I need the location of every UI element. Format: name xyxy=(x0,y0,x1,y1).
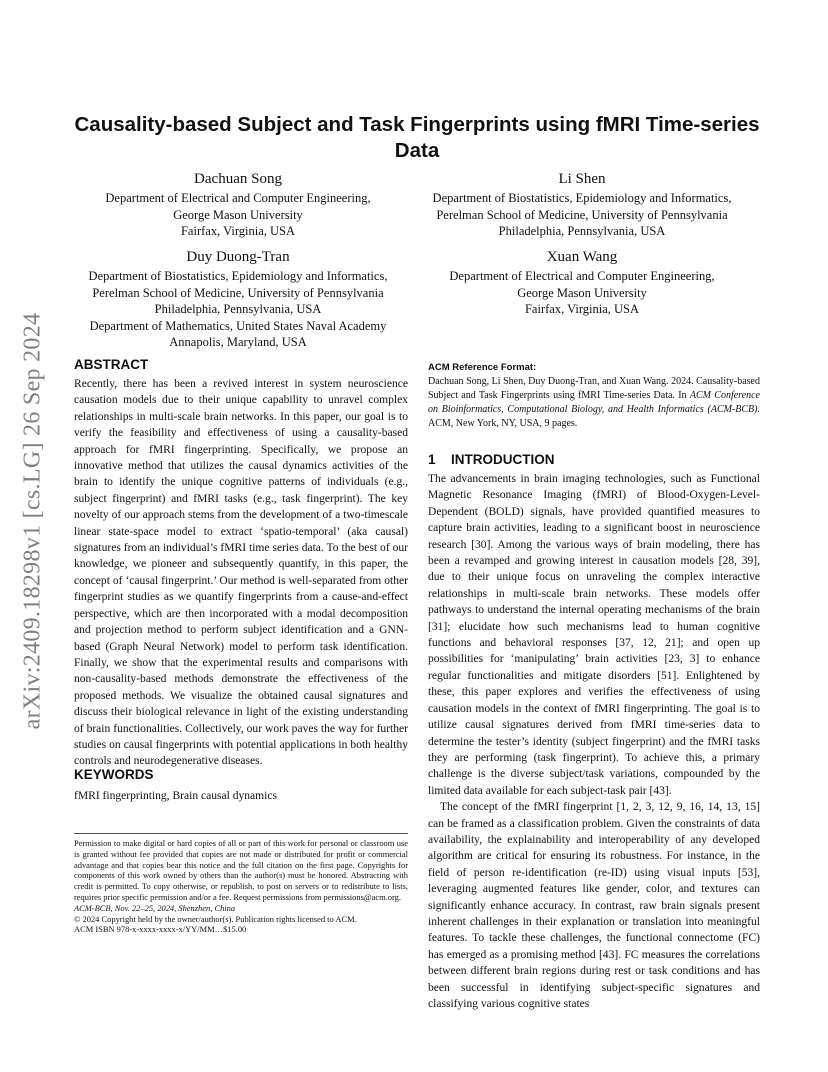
author-block xyxy=(60,248,416,351)
acm-reference-section xyxy=(428,361,760,431)
acm-reference-heading: ACM Reference Format: xyxy=(428,362,537,373)
copyright-footnote xyxy=(74,833,408,935)
permission-notice: Permission to make digital or hard copies of all or part of this work for personal or classroom use is granted without fee provided that copies are not made or distributed for profit or commercial advantage and that copies bear this notice and the full citation on the first page. Copyrights for components of this work owned by others than the author(s) must be honored. Abstracting with credit is permitted. To copy otherwise, or republish, to post on servers or to redistribute to lists, requires prior specific permission and/or a fee. Request permissions from permissions@acm.org. xyxy=(74,838,408,902)
author-affiliation: Philadelphia, Pennsylvania, USA xyxy=(154,302,322,316)
author-block xyxy=(410,170,754,240)
author-name: Duy Duong-Tran xyxy=(186,249,290,265)
author-affiliation: Fairfax, Virginia, USA xyxy=(524,302,640,316)
author-affiliation: Department of Biostatistics, Epidemiology and Informatics, xyxy=(432,191,732,205)
reference-citation: Dachuan Song, Li Shen, Duy Duong-Tran, and Xuan Wang. 2024. Causality-based Subject and Task Fingerprints using fMRI Time-series Data. In xyxy=(428,376,760,401)
author-name: Xuan Wang xyxy=(546,249,618,265)
isbn-line: ACM ISBN 978-x-xxxx-xxxx-x/YY/MM…$15.00 xyxy=(74,924,247,935)
copyright-line: © 2024 Copyright held by the owner/author(s). Publication rights licensed to ACM. xyxy=(74,913,357,924)
arxiv-sidebar xyxy=(16,286,50,756)
abstract-text: Recently, there has been a revived interest in system neuroscience causation models due to their unique capability to unravel complex relationships in multi-scale brain networks. In this paper, our goal is to verify the feasibility and effectiveness of using a causality-based approach for fMRI fingerprinting. Specifically, we propose an innovative method that utilizes the causal dynamics activities of the brain to identify the unique cognitive patterns of individuals (e.g., subject fingerprint) and fMRI tasks (e.g., task fingerprint). The key novelty of our approach stems from the development of a two-timescale linear state-space model to extract ‘spatio-temporal’ (aka causal) signatures from an individual’s fMRI time series data. To the best of our knowledge, we pioneer and subsequently quantify, in this paper, the concept of ‘causal fingerprint.’ Our method is well-separated from other fingerprint studies as we quantify fingerprints from a cause-and-effect perspective, which are then incorporated with a modal decomposition and projection method to perform subject identification and a GNN-based (Graph Neural Network) model to perform task identification. Finally, we show that the experimental results and comparisons with non-causality-based methods demonstrate the effectiveness of the proposed methods. We visualize the obtained causal signatures and discuss their biological relevance in light of the existing understanding of brain functionalities. Collectively, our work paves the way for further studies on causal fingerprints with potential applications in both healthy controls and neurodegenerative diseases. xyxy=(74,378,408,768)
author-affiliation: Fairfax, Virginia, USA xyxy=(180,224,296,238)
author-name: Li Shen xyxy=(558,171,606,187)
author-affiliation: Perelman School of Medicine, University of Pennsylvania xyxy=(436,207,728,222)
intro-paragraph: The advancements in brain imaging technologies, such as Functional Magnetic Resonance Imaging (fMRI) of Blood-Oxygen-Level-Dependent (BOLD) signals, have provided quantified measures to capture brain activities, leading to a significant boost in neuroscience research [30]. Among the various ways of brain modeling, there has been a revamped and growing interest in causation models [28, 39], due to their unique focus on unraveling the complex interactive relationships in multi-scale brain networks. These models offer pathways to understand the internal operating mechanisms of the brain [31]; elucidate how such mechanisms lead to human cognitive functions and behavioral responses [37, 12, 21]; and open up possibilities for ‘manipulating’ brain activities [23, 3] to enhance regular functionalities and mitigate disorders [51]. Enlightened by these, this paper explores and verifies the effectiveness of using causation models in the context of fMRI fingerprinting. The goal is to utilize causal signatures derived from fMRI time-series data to determine the tester’s identity (subject fingerprint) and the fMRI tasks they are performing (task fingerprint). To achieve this, a primary challenge is the diverse subject/task variations, compounded by the limited data available for each subject-task pair [43]. xyxy=(428,473,760,797)
abstract-section xyxy=(74,356,408,770)
keywords-text: fMRI fingerprinting, Brain causal dynamics xyxy=(74,790,277,802)
author-affiliation: George Mason University xyxy=(517,285,647,300)
abstract-heading: ABSTRACT xyxy=(74,357,149,372)
reference-publisher: ACM, New York, NY, USA, 9 pages. xyxy=(428,418,578,429)
author-affiliation: Department of Electrical and Computer Engineering, xyxy=(105,191,371,205)
acm-reference-text xyxy=(428,375,760,431)
keywords-section xyxy=(74,766,408,804)
section-title: INTRODUCTION xyxy=(451,452,555,467)
keywords-heading: KEYWORDS xyxy=(74,767,154,782)
reference-venue: ACM Conference on Bioinformatics, Computational Biology, and Health Informatics (ACM-BCB). xyxy=(428,390,760,415)
author-name: Dachuan Song xyxy=(194,171,282,187)
introduction-section xyxy=(428,451,760,1012)
author-affiliation: George Mason University xyxy=(173,207,303,222)
author-block xyxy=(410,248,754,318)
author-block xyxy=(60,170,416,240)
conference-venue: ACM-BCB, Nov. 22–25, 2024, Shenzhen, China xyxy=(74,902,236,913)
arxiv-identifier: arXiv:2409.18298v1 [cs.LG] 26 Sep 2024 xyxy=(19,312,46,730)
author-affiliation: Department of Electrical and Computer Engineering, xyxy=(449,269,715,283)
author-affiliation: Philadelphia, Pennsylvania, USA xyxy=(498,224,666,238)
introduction-heading xyxy=(428,451,760,469)
author-affiliation: Annapolis, Maryland, USA xyxy=(169,335,307,349)
author-affiliation: Department of Mathematics, United States Naval Academy xyxy=(89,318,387,333)
intro-paragraph: The concept of the fMRI fingerprint [1, 2, 3, 12, 9, 16, 14, 13, 15] can be framed as a classification problem. Given the constraints of data availability, the explainability and interoperability of any developed algorithm are critical for ensuring its robustness. For instance, in the field of person re-identification (re-ID) using visual inputs [53], leveraging augmented features like gender, color, and textures can significantly enhance accuracy. In contrast, raw brain signals present inherent challenges in their explanation or translation into meaningful features. To tackle these challenges, the functional connectome (FC) has emerged as a promising method [43]. FC measures the correlations between different brain regions during rest or task conditions and has been successful in identifying subject-specific signatures and classifying various cognitive states xyxy=(428,801,760,1010)
section-number: 1 xyxy=(428,452,436,467)
paper-title: Causality-based Subject and Task Fingerprints using fMRI Time-series Data xyxy=(74,113,760,162)
author-affiliation: Department of Biostatistics, Epidemiology and Informatics, xyxy=(88,269,388,283)
author-affiliation: Perelman School of Medicine, University of Pennsylvania xyxy=(92,285,384,300)
